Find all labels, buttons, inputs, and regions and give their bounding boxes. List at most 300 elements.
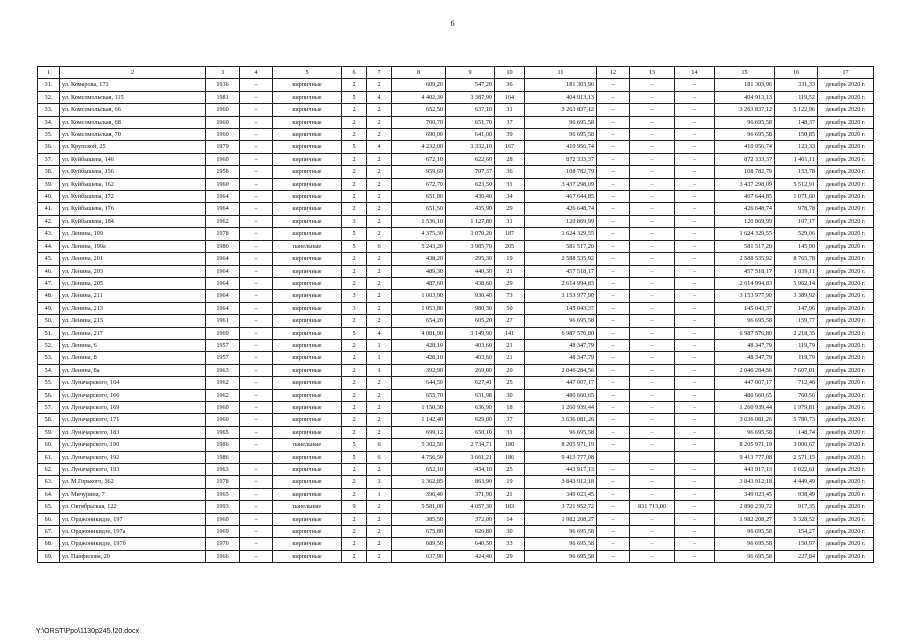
cell-year-built: 1962 — [206, 389, 240, 401]
cell-year-rebuilt: – — [240, 91, 273, 103]
header-cell-cost-per-sqm: 16 — [775, 67, 818, 79]
cell-floors: 2 — [342, 550, 367, 562]
cell-floors: 2 — [342, 401, 367, 413]
cell-year-rebuilt: – — [240, 178, 273, 190]
cell-local-budget: – — [675, 339, 715, 351]
table-row — [38, 203, 874, 215]
cell-year-built: 1964 — [206, 265, 240, 277]
cell-floors: 2 — [342, 129, 367, 141]
cell-total-cost: 349 023,45 — [525, 488, 597, 500]
cell-wall-material: кирпичные — [273, 253, 342, 265]
cell-fund-share — [597, 451, 630, 463]
cell-residents: 31 — [495, 215, 525, 227]
cell-region-budget: – — [630, 327, 675, 339]
cell-address: ул. Комарова, 173 — [60, 79, 206, 91]
cell-year-built: 1964 — [206, 290, 240, 302]
cell-year-built: 1960 — [206, 129, 240, 141]
cell-planned-date: декабрь 2020 г. — [818, 513, 874, 525]
cell-total-area: 675,80 — [392, 526, 446, 538]
cell-year-rebuilt: – — [240, 339, 273, 351]
cell-address: ул. Ленина, 199 — [60, 228, 206, 240]
cell-entrances: 2 — [367, 290, 392, 302]
cell-entrances: 2 — [367, 389, 392, 401]
cell-entrances: 2 — [367, 377, 392, 389]
cell-local-budget: – — [675, 79, 715, 91]
cell-row-number: 41. — [38, 203, 60, 215]
header-cell-living-area: 9 — [446, 67, 495, 79]
cell-year-built: 1936 — [206, 79, 240, 91]
table-row — [38, 79, 874, 91]
cell-planned-date: декабрь 2020 г. — [818, 464, 874, 476]
cell-total-cost: 2 588 535,92 — [525, 253, 597, 265]
cell-planned-date: декабрь 2020 г. — [818, 153, 874, 165]
cell-cost-per-sqm: 119,79 — [775, 352, 818, 364]
cell-total-area: 489,30 — [392, 265, 446, 277]
cell-region-budget: 831 713,00 — [630, 501, 675, 513]
table-row — [38, 550, 874, 562]
cell-address: ул. Ленина, 8а — [60, 364, 206, 376]
cell-planned-date: декабрь 2020 г. — [818, 203, 874, 215]
cell-entrances: 6 — [367, 240, 392, 252]
cell-local-budget — [675, 451, 715, 463]
cell-fund-share: – — [597, 79, 630, 91]
table-row — [38, 191, 874, 203]
footer-file-path: Y:\ORST\Ppo\1130p245.f20.docx — [36, 628, 139, 635]
cell-address: ул. Ленина, 205 — [60, 277, 206, 289]
cell-region-budget: – — [630, 550, 675, 562]
table-row — [38, 228, 874, 240]
cell-fund-share: – — [597, 153, 630, 165]
cell-floors: 5 — [342, 451, 367, 463]
cell-total-area: 385,50 — [392, 513, 446, 525]
cell-total-cost: 1 624 329,55 — [525, 228, 597, 240]
cell-owners-funds: 2 890 239,72 — [715, 501, 775, 513]
cell-floors: 2 — [342, 377, 367, 389]
cell-row-number: 44. — [38, 240, 60, 252]
cell-address: ул. Куйбышева, 146 — [60, 153, 206, 165]
cell-wall-material: кирпичные — [273, 513, 342, 525]
cell-residents: 19 — [495, 253, 525, 265]
cell-cost-per-sqm: 159,77 — [775, 315, 818, 327]
cell-owners-funds: 443 917,13 — [715, 464, 775, 476]
cell-address: ул. Луначарского, 171 — [60, 414, 206, 426]
cell-planned-date: декабрь 2020 г. — [818, 215, 874, 227]
cell-cost-per-sqm: 4 449,49 — [775, 476, 818, 488]
cell-total-area: 654,20 — [392, 315, 446, 327]
cell-total-cost: 457 518,17 — [525, 265, 597, 277]
cell-fund-share: – — [597, 426, 630, 438]
cell-living-area: 436,40 — [446, 191, 495, 203]
cell-floors: 2 — [342, 253, 367, 265]
cell-residents: 19 — [495, 476, 525, 488]
cell-row-number: 43. — [38, 228, 60, 240]
cell-residents: 37 — [495, 414, 525, 426]
cell-row-number: 66. — [38, 513, 60, 525]
cell-address: ул. Ленина, 215 — [60, 315, 206, 327]
header-cell-year-rebuilt: 4 — [240, 67, 273, 79]
cell-fund-share: – — [597, 253, 630, 265]
cell-year-built: 1980 — [206, 240, 240, 252]
cell-row-number: 45. — [38, 253, 60, 265]
cell-planned-date: декабрь 2020 г. — [818, 364, 874, 376]
cell-local-budget: – — [675, 513, 715, 525]
cell-local-budget: – — [675, 550, 715, 562]
cell-wall-material: кирпичные — [273, 141, 342, 153]
cell-cost-per-sqm: 153,78 — [775, 166, 818, 178]
cell-year-rebuilt: – — [240, 153, 273, 165]
cell-region-budget: – — [630, 228, 675, 240]
cell-residents: 33 — [495, 538, 525, 550]
cell-residents: 18 — [495, 401, 525, 413]
cell-wall-material: панельные — [273, 240, 342, 252]
cell-wall-material: кирпичные — [273, 302, 342, 314]
cell-fund-share: – — [597, 203, 630, 215]
cell-floors: 2 — [342, 352, 367, 364]
housing-register-table — [37, 66, 874, 563]
cell-wall-material: кирпичные — [273, 290, 342, 302]
cell-living-area: 641,00 — [446, 129, 495, 141]
cell-living-area: 434,10 — [446, 464, 495, 476]
cell-planned-date: декабрь 2020 г. — [818, 253, 874, 265]
cell-address: ул. Ленина, 217 — [60, 327, 206, 339]
cell-year-rebuilt: – — [240, 191, 273, 203]
cell-row-number: 47. — [38, 277, 60, 289]
cell-address: ул. Луначарского, 190 — [60, 439, 206, 451]
cell-region-budget: – — [630, 277, 675, 289]
cell-total-area: 1 053,80 — [392, 302, 446, 314]
cell-year-rebuilt: – — [240, 389, 273, 401]
cell-living-area: 547,20 — [446, 79, 495, 91]
cell-year-built: 1969 — [206, 526, 240, 538]
cell-wall-material: кирпичные — [273, 464, 342, 476]
cell-row-number: 69. — [38, 550, 60, 562]
header-cell-row-number: 1 — [38, 67, 60, 79]
cell-local-budget: – — [675, 315, 715, 327]
cell-row-number: 34. — [38, 116, 60, 128]
cell-total-area: 4 756,50 — [392, 451, 446, 463]
cell-cost-per-sqm: 7 607,01 — [775, 364, 818, 376]
cell-local-budget: – — [675, 327, 715, 339]
table-row — [38, 116, 874, 128]
cell-address: ул. Луначарского, 193 — [60, 464, 206, 476]
cell-living-area: 403,60 — [446, 352, 495, 364]
cell-planned-date: декабрь 2020 г. — [818, 538, 874, 550]
cell-entrances: 1 — [367, 339, 392, 351]
cell-residents: 30 — [495, 526, 525, 538]
cell-floors: 2 — [342, 116, 367, 128]
cell-address: ул. Комсомольская, 68 — [60, 116, 206, 128]
cell-address: ул. Ленина, 213 — [60, 302, 206, 314]
cell-owners-funds: 96 695,58 — [715, 116, 775, 128]
cell-total-area: 4 402,30 — [392, 91, 446, 103]
cell-entrances: 2 — [367, 464, 392, 476]
cell-year-built: 1965 — [206, 426, 240, 438]
cell-region-budget: – — [630, 389, 675, 401]
cell-wall-material: кирпичные — [273, 389, 342, 401]
cell-owners-funds: 8 205 971,19 — [715, 439, 775, 451]
cell-total-cost: 1 982 208,27 — [525, 513, 597, 525]
table-row — [38, 451, 874, 463]
cell-local-budget: – — [675, 538, 715, 550]
cell-year-rebuilt: – — [240, 377, 273, 389]
cell-local-budget: – — [675, 215, 715, 227]
cell-residents: 25 — [495, 464, 525, 476]
cell-residents: 141 — [495, 327, 525, 339]
cell-total-cost: 9 413 777,08 — [525, 451, 597, 463]
cell-region-budget: – — [630, 401, 675, 413]
cell-total-cost: 404 913,13 — [525, 91, 597, 103]
cell-local-budget: – — [675, 240, 715, 252]
cell-local-budget: – — [675, 488, 715, 500]
cell-year-rebuilt: – — [240, 476, 273, 488]
cell-fund-share: – — [597, 389, 630, 401]
cell-year-built: 1964 — [206, 203, 240, 215]
cell-owners-funds: 9 413 777,08 — [715, 451, 775, 463]
cell-local-budget: – — [675, 389, 715, 401]
cell-cost-per-sqm: 2 218,35 — [775, 327, 818, 339]
cell-total-area: 700,70 — [392, 116, 446, 128]
cell-cost-per-sqm: 978,78 — [775, 203, 818, 215]
cell-floors: 2 — [342, 513, 367, 525]
cell-wall-material: кирпичные — [273, 203, 342, 215]
cell-region-budget: – — [630, 79, 675, 91]
cell-year-built: 1986 — [206, 439, 240, 451]
cell-address: ул. Октябрьская, 122 — [60, 501, 206, 513]
cell-entrances: 1 — [367, 352, 392, 364]
cell-living-area: 438,60 — [446, 277, 495, 289]
cell-planned-date: декабрь 2020 г. — [818, 277, 874, 289]
cell-cost-per-sqm: 5 122,96 — [775, 104, 818, 116]
cell-region-budget — [630, 451, 675, 463]
cell-year-rebuilt: – — [240, 364, 273, 376]
cell-cost-per-sqm: 123,33 — [775, 141, 818, 153]
cell-entrances: 1 — [367, 364, 392, 376]
cell-residents: 34 — [495, 191, 525, 203]
cell-year-rebuilt: – — [240, 79, 273, 91]
cell-cost-per-sqm: 150,85 — [775, 129, 818, 141]
cell-local-budget: – — [675, 364, 715, 376]
cell-total-cost: 3 843 912,18 — [525, 476, 597, 488]
cell-floors: 2 — [342, 426, 367, 438]
cell-wall-material: кирпичные — [273, 476, 342, 488]
cell-address: ул. Куйбышева, 162 — [60, 178, 206, 190]
cell-floors: 5 — [342, 240, 367, 252]
cell-fund-share: – — [597, 302, 630, 314]
cell-residents: 14 — [495, 513, 525, 525]
cell-planned-date: декабрь 2020 г. — [818, 550, 874, 562]
cell-total-cost: 96 695,58 — [525, 116, 597, 128]
cell-total-area: 438,20 — [392, 253, 446, 265]
cell-entrances: 2 — [367, 166, 392, 178]
cell-planned-date: декабрь 2020 г. — [818, 476, 874, 488]
cell-total-area: 655,70 — [392, 389, 446, 401]
cell-owners-funds: 410 956,74 — [715, 141, 775, 153]
cell-address: ул. Куйбышева, 156 — [60, 166, 206, 178]
cell-region-budget: – — [630, 352, 675, 364]
cell-owners-funds: 2 588 535,92 — [715, 253, 775, 265]
cell-row-number: 55. — [38, 377, 60, 389]
cell-year-built: 1964 — [206, 277, 240, 289]
table-row — [38, 439, 874, 451]
cell-planned-date: декабрь 2020 г. — [818, 389, 874, 401]
cell-year-rebuilt: – — [240, 488, 273, 500]
cell-entrances: 2 — [367, 215, 392, 227]
cell-region-budget: – — [630, 439, 675, 451]
cell-residents: 180 — [495, 439, 525, 451]
cell-planned-date: декабрь 2020 г. — [818, 401, 874, 413]
cell-fund-share: – — [597, 191, 630, 203]
cell-planned-date: декабрь 2020 г. — [818, 91, 874, 103]
cell-total-cost: 96 695,58 — [525, 315, 597, 327]
cell-cost-per-sqm: 8 765,78 — [775, 253, 818, 265]
cell-year-built: 1960 — [206, 104, 240, 116]
cell-total-cost: 2 046 284,56 — [525, 364, 597, 376]
cell-region-budget: – — [630, 116, 675, 128]
table-row — [38, 91, 874, 103]
cell-planned-date: декабрь 2020 г. — [818, 166, 874, 178]
cell-entrances: 4 — [367, 91, 392, 103]
cell-fund-share: – — [597, 91, 630, 103]
cell-cost-per-sqm: 119,52 — [775, 91, 818, 103]
cell-wall-material: кирпичные — [273, 339, 342, 351]
cell-planned-date: декабрь 2020 г. — [818, 240, 874, 252]
cell-year-rebuilt: – — [240, 265, 273, 277]
cell-planned-date: декабрь 2020 г. — [818, 439, 874, 451]
cell-entrances: 2 — [367, 550, 392, 562]
cell-fund-share: – — [597, 215, 630, 227]
cell-row-number: 63. — [38, 476, 60, 488]
cell-region-budget: – — [630, 339, 675, 351]
cell-living-area: 3 070,20 — [446, 228, 495, 240]
cell-fund-share: – — [597, 538, 630, 550]
cell-wall-material: кирпичные — [273, 315, 342, 327]
cell-living-area: 629,00 — [446, 414, 495, 426]
cell-address: ул. Ленина, 8 — [60, 352, 206, 364]
table-row — [38, 290, 874, 302]
cell-living-area: 707,37 — [446, 166, 495, 178]
cell-total-area: 5 302,50 — [392, 439, 446, 451]
table-row — [38, 265, 874, 277]
cell-planned-date: декабрь 2020 г. — [818, 526, 874, 538]
header-cell-local-budget: 14 — [675, 67, 715, 79]
cell-address: ул. Орджоникидзе, 197б — [60, 538, 206, 550]
cell-total-area: 699,12 — [392, 426, 446, 438]
cell-owners-funds: 1 982 208,27 — [715, 513, 775, 525]
cell-owners-funds: 108 782,79 — [715, 166, 775, 178]
cell-region-budget: – — [630, 513, 675, 525]
cell-year-rebuilt: – — [240, 439, 273, 451]
cell-living-area: 980,30 — [446, 302, 495, 314]
cell-wall-material: кирпичные — [273, 79, 342, 91]
cell-row-number: 46. — [38, 265, 60, 277]
cell-residents: 21 — [495, 339, 525, 351]
cell-total-cost: 3 153 977,90 — [525, 290, 597, 302]
cell-wall-material: кирпичные — [273, 426, 342, 438]
cell-total-area: 396,40 — [392, 488, 446, 500]
cell-total-area: 644,50 — [392, 377, 446, 389]
cell-total-cost: 480 660,65 — [525, 389, 597, 401]
cell-total-cost: 145 043,37 — [525, 302, 597, 314]
cell-total-cost: 3 636 081,26 — [525, 414, 597, 426]
cell-local-budget: – — [675, 277, 715, 289]
cell-row-number: 33. — [38, 104, 60, 116]
cell-fund-share: – — [597, 327, 630, 339]
cell-floors: 5 — [342, 439, 367, 451]
cell-total-area: 689,50 — [392, 538, 446, 550]
table-row — [38, 277, 874, 289]
cell-address: ул. Орджоникидзе, 197 — [60, 513, 206, 525]
cell-fund-share: – — [597, 501, 630, 513]
cell-planned-date: декабрь 2020 г. — [818, 116, 874, 128]
cell-fund-share: – — [597, 513, 630, 525]
cell-row-number: 51. — [38, 327, 60, 339]
cell-row-number: 35. — [38, 129, 60, 141]
header-cell-year-built: 3 — [206, 67, 240, 79]
cell-fund-share: – — [597, 377, 630, 389]
cell-total-cost: 1 260 939,44 — [525, 401, 597, 413]
table-row — [38, 389, 874, 401]
cell-row-number: 37. — [38, 153, 60, 165]
cell-total-area: 392,90 — [392, 364, 446, 376]
table-row — [38, 141, 874, 153]
cell-total-cost: 6 987 576,80 — [525, 327, 597, 339]
cell-owners-funds: 96 695,58 — [715, 550, 775, 562]
cell-row-number: 56. — [38, 389, 60, 401]
cell-owners-funds: 349 023,45 — [715, 488, 775, 500]
cell-cost-per-sqm: 917,35 — [775, 501, 818, 513]
cell-living-area: 403,60 — [446, 339, 495, 351]
cell-local-budget: – — [675, 166, 715, 178]
page-number: 6 — [450, 19, 455, 28]
cell-entrances: 2 — [367, 538, 392, 550]
cell-total-area: 1 003,90 — [392, 290, 446, 302]
cell-living-area: 3 149,90 — [446, 327, 495, 339]
cell-address: ул. Куйбышева, 176 — [60, 203, 206, 215]
cell-planned-date: декабрь 2020 г. — [818, 191, 874, 203]
cell-row-number: 49. — [38, 302, 60, 314]
cell-address: ул. Луначарского, 164 — [60, 377, 206, 389]
cell-total-cost: 872 333,37 — [525, 153, 597, 165]
cell-local-budget: – — [675, 104, 715, 116]
cell-residents: 31 — [495, 178, 525, 190]
cell-year-built: 1986 — [206, 451, 240, 463]
cell-residents: 36 — [495, 166, 525, 178]
cell-year-rebuilt: – — [240, 550, 273, 562]
cell-row-number: 50. — [38, 315, 60, 327]
cell-planned-date: декабрь 2020 г. — [818, 426, 874, 438]
cell-wall-material: кирпичные — [273, 550, 342, 562]
cell-floors: 2 — [342, 178, 367, 190]
cell-residents: 25 — [495, 377, 525, 389]
cell-planned-date: декабрь 2020 г. — [818, 501, 874, 513]
cell-wall-material: кирпичные — [273, 277, 342, 289]
cell-fund-share: – — [597, 526, 630, 538]
cell-fund-share: – — [597, 290, 630, 302]
cell-year-built: 1964 — [206, 253, 240, 265]
cell-fund-share: – — [597, 476, 630, 488]
cell-cost-per-sqm: 1 071,60 — [775, 191, 818, 203]
cell-address: ул. Луначарского, 183 — [60, 426, 206, 438]
cell-planned-date: декабрь 2020 г. — [818, 79, 874, 91]
cell-address: ул. Луначарского, 192 — [60, 451, 206, 463]
cell-cost-per-sqm: 147,96 — [775, 302, 818, 314]
table-row — [38, 501, 874, 513]
cell-year-rebuilt: – — [240, 129, 273, 141]
cell-address: ул. Комсомольская, 70 — [60, 129, 206, 141]
cell-floors: 2 — [342, 464, 367, 476]
cell-region-budget: – — [630, 166, 675, 178]
cell-address: ул. Ленина, 203 — [60, 265, 206, 277]
